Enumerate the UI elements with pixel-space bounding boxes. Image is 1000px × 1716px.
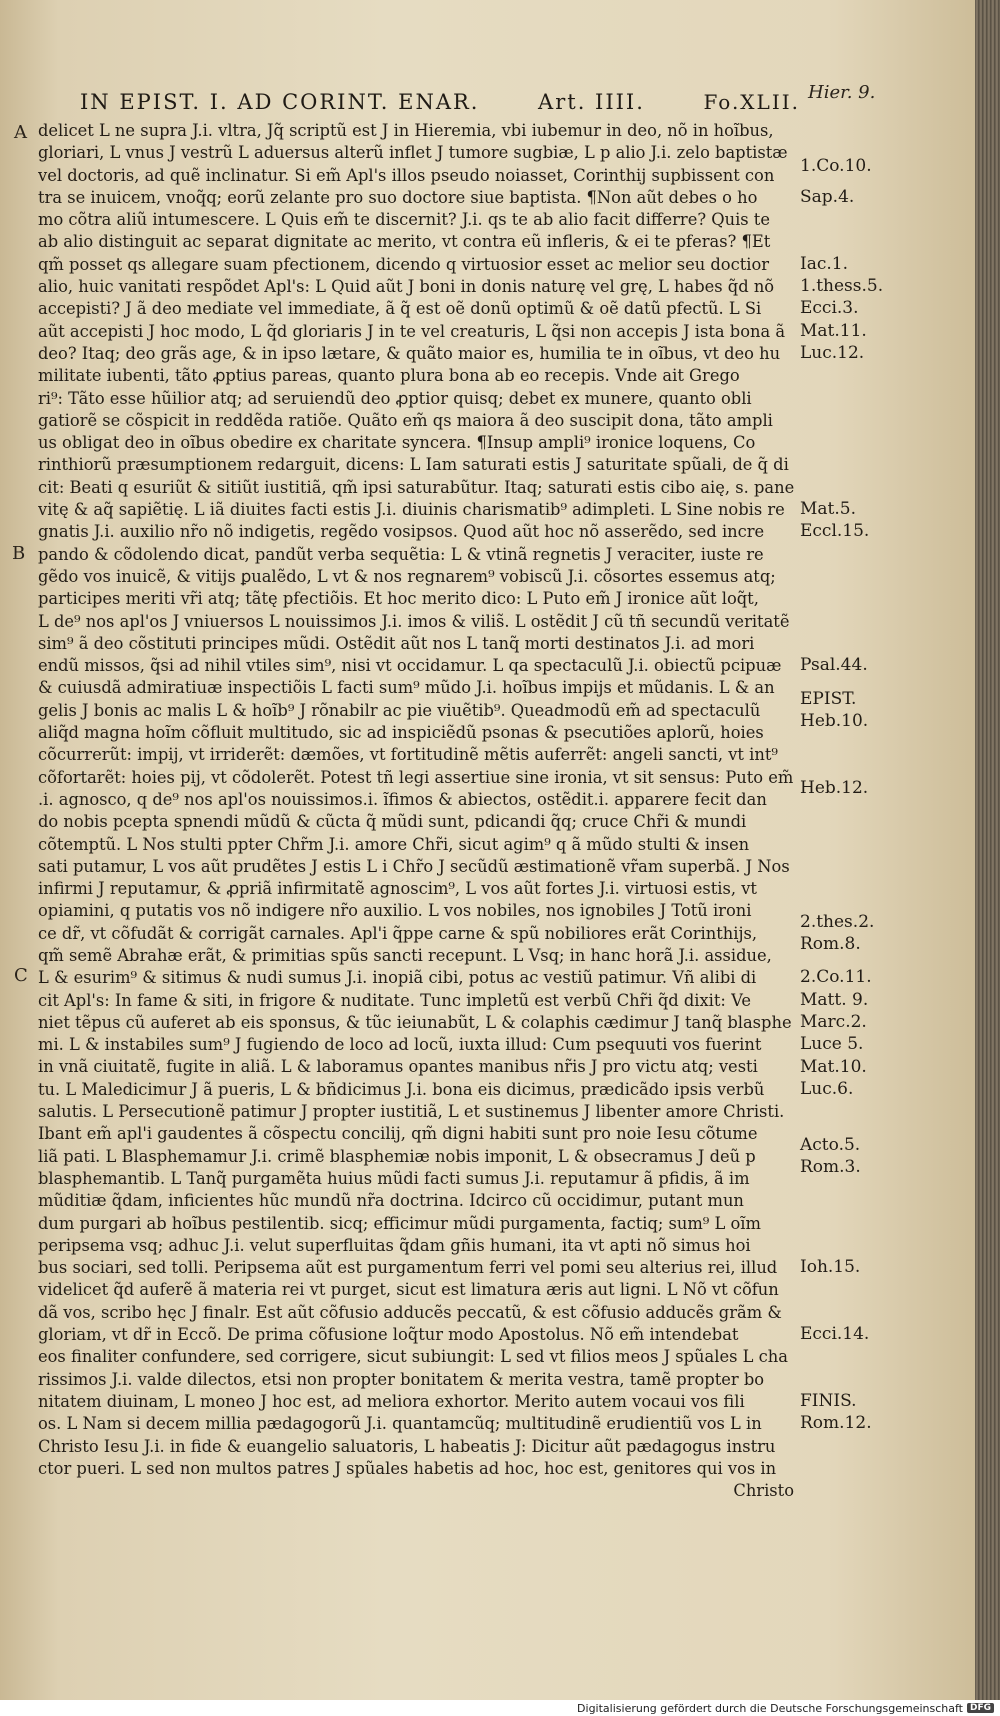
marginal-reference: 1.thess.5.: [800, 276, 884, 297]
text-line: delicet L ne supra J.i. vltra, Jq̃ scriptũ est J in Hieremia, vbi iubemur in deo, nõ in hoĩbus,: [38, 121, 774, 140]
marginal-reference: EPIST.: [800, 688, 857, 709]
dfg-logo: DFG: [967, 1703, 994, 1713]
text-line: qm̃ posset qs allegare suam pfectionem, dicendo q virtuosior esset ac melior seu doctior: [38, 254, 770, 274]
text-line: niet tẽpus cũ auferet ab eis sponsus, & tũc ieiunabũt, L & colaphis cædimur J tanq̃ blasphe: [38, 1012, 792, 1032]
text-line: rinthiorũ præsumptionem redarguit, dicens: L Iam saturati estis J saturitate spũali, de q̃ di: [38, 455, 789, 475]
text-line: mo cõtra aliũ intumescere. L Quis em̃ te discernit? J.i. qs te ab alio facit differre? Quis te: [38, 210, 770, 230]
marginal-reference: Iac.1.: [800, 253, 848, 274]
text-line: us obligat deo in oĩbus obedire ex charitate syncera. ¶Insup ampli⁹ ironice loquens, Co: [38, 433, 756, 453]
text-line: in vnã ciuitatẽ, fugite in aliã. L & laboramus opantes manibus nr̃is J pro victu atq; vesti: [38, 1057, 758, 1077]
running-head-article: Art. IIII.: [538, 90, 645, 114]
text-line: accepisti? J ã deo mediate vel immediate, ã q̃ est oẽ donũ optimũ & oẽ datũ pfectũ. L Si: [38, 299, 762, 319]
text-line: L de⁹ nos apl'os J vniuersos L nouissimos J.i. imos & vilis̃. L ostẽdit J cũ tñ secundũ veritatẽ: [38, 611, 790, 631]
marginal-reference: Luc.12.: [800, 343, 865, 363]
text-line: do nobis pcepta spnendi mũdũ & cũcta q̃ mũdi sunt, pdicandi q̃q; cruce Chr̃i & mundi: [38, 812, 747, 832]
marginal-reference: Ecci.14.: [800, 1324, 870, 1345]
text-line: rissimos J.i. valde dilectos, etsi non propter bonitatem & merita vestra, tamẽ propter bo: [38, 1369, 765, 1389]
running-head: [80, 90, 800, 114]
marginal-reference: Mat.10.: [800, 1056, 867, 1077]
text-line: salutis. L Persecutionẽ patimur J propter iustitiã, L et sustinemus J libenter amore Christi.: [38, 1102, 785, 1122]
text-line: Ibant em̃ apl'i gaudentes ã cõspectu concilij, qm̃ digni habiti sunt pro noie Iesu cõtume: [38, 1124, 758, 1144]
text-line: alio, huic vanitati respõdet Apl's: L Quid aũt J boni in donis naturę vel grę, L habes q̃d nõ: [38, 277, 775, 297]
section-marker-b: B: [12, 543, 26, 564]
text-line: sati putamur, L vos aũt prudẽtes J estis L i Chr̃o J secũdũ æstimationẽ vr̃am superbã. J Nos: [38, 856, 790, 876]
folio-number: Fo.XLII.: [703, 90, 800, 114]
text-line: pando & cõdolendo dicat, pandũt verba sequẽtia: L & vtinã regnetis J veraciter, iuste re: [38, 544, 764, 564]
marginal-reference: Ioh.15.: [800, 1257, 861, 1278]
marginal-reference: Ecci.3.: [800, 298, 859, 319]
text-line: opiamini, q putatis vos nõ indigere nr̃o auxilio. L vos nobiles, nos ignobiles J Totũ ironi: [38, 901, 752, 921]
marginal-reference: 2.thes.2.: [800, 911, 875, 932]
text-line: os. L Nam si decem millia pædagogorũ J.i. quantamcũq; multitudinẽ erudientiũ vos L in: [38, 1414, 762, 1434]
text-line: Christo: [733, 1481, 794, 1501]
text-line: sim⁹ ã deo cõstituti principes mũdi. Ostẽdit aũt nos L tanq̃ morti destinatos J.i. ad mori: [38, 633, 755, 653]
text-line: ab alio distinguit ac separat dignitate ac merito, vt contra eũ infleris, & ei te pferas? ¶Et: [38, 232, 771, 252]
page-edge: [975, 0, 1000, 1716]
marginal-reference: 1.Co.10.: [800, 155, 872, 176]
text-line: mũditiæ q̃dam, inficientes hũc mundũ nr̃a doctrina. Idcirco cũ occidimur, putant mun: [38, 1191, 744, 1211]
text-line: infirmi J reputamur, & ꝓpriã infirmitatẽ agnoscim⁹, L vos aũt fortes J.i. virtuosi estis, vt: [38, 879, 757, 899]
text-line: tu. L Maledicimur J ã pueris, L & bñdicimus J.i. bona eis dicimus, prædicãdo ipsis verbũ: [38, 1079, 765, 1099]
text-line: eos finaliter confundere, sed corrigere, sicut subiungit: L sed vt filios meos J spũales L cha: [38, 1347, 788, 1367]
text-line: cõcurrerũt: impij, vt irriderẽt: dæmões, vt fortitudinẽ mẽtis auferrẽt: angeli sancti, vt int⁹: [38, 745, 778, 765]
corner-note: Hier. 9.: [808, 82, 876, 103]
marginal-reference: 2.Co.11.: [800, 967, 872, 988]
marginal-reference: Rom.12.: [800, 1413, 872, 1434]
text-line: ce dr̃, vt cõfudãt & corrigãt carnales. Apl'i q̃ppe carne & spũ nobiliores erãt Corinthijs,: [38, 923, 758, 943]
marginal-reference: Luc.6.: [800, 1078, 854, 1099]
text-line: qm̃ semẽ Abrahæ erãt, & primitias spũs sancti recepunt. L Vsq; in hanc horã J.i. assidue,: [38, 945, 772, 965]
text-line: gloriam, vt dr̃ in Eccõ. De prima cõfusione loq̃tur modo Apostolus. Nõ em̃ intendebat: [38, 1325, 739, 1345]
text-line: & cuiusdã admiratiuæ inspectiõis L facti sum⁹ mũdo J.i. hoĩbus impijs et mũdanis. L & an: [38, 678, 775, 698]
text-line: aliq̃d magna hoĩm cõfluit multitudo, sic ad inspiciẽdũ psonas & psecutiões aplorũ, hoies: [38, 723, 764, 743]
marginal-reference: Heb.10.: [800, 710, 869, 731]
text-line: deo? Itaq; deo grãs age, & in ipso lætare, & quãto maior es, humilia te in oĩbus, vt deo hu: [38, 343, 781, 363]
text-line: Christo Iesu J.i. in fide & euangelio saluatoris, L habeatis J: Dicitur aũt pædagogus instru: [38, 1436, 776, 1456]
marginal-reference: Eccl.15.: [800, 521, 870, 542]
text-line: ctor pueri. L sed non multos patres J spũales habetis ad hoc, hoc est, genitores qui vos in: [38, 1458, 777, 1478]
text-line: aũt accepisti J hoc modo, L q̃d gloriaris J in te vel creaturis, L q̃si non accepis J ista bona ã: [38, 321, 786, 341]
text-line: .i. agnosco, q de⁹ nos apl'os nouissimos.i. ĩfimos & abiectos, ostẽdit.i. apparere fecit dan: [38, 789, 767, 809]
text-line: cõfortarẽt: hoies pij, vt cõdolerẽt. Potest tñ legi assertiue sine ironia, vt sit sensus: Puto em̃: [38, 767, 794, 787]
section-marker-a: A: [14, 122, 27, 143]
text-line: cõtemptũ. L Nos stulti ppter Chr̃m J.i. amore Chr̃i, sicut agim⁹ q ã mũdo stulti & insen: [38, 834, 750, 854]
marginal-reference: Mat.11.: [800, 320, 867, 341]
marginal-reference: Luce 5.: [800, 1034, 864, 1055]
text-line: gelis J bonis ac malis L & hoĩb⁹ J rõnabilr ac pie viuẽtib⁹. Queadmodũ em̃ ad spectaculũ: [38, 700, 761, 720]
marginal-reference: Psal.44.: [800, 655, 868, 676]
marginal-reference: Matt. 9.: [800, 989, 869, 1010]
marginal-reference: Marc.2.: [800, 1012, 867, 1032]
text-line: peripsema vsq; adhuc J.i. velut superfluitas q̃dam gñis humani, ita vt apti nõ simus hoi: [38, 1235, 751, 1255]
text-line: gnatis J.i. auxilio nr̃o nõ indigetis, regẽdo vosipsos. Quod aũt hoc nõ asserẽdo, sed incre: [38, 522, 765, 542]
text-line: participes meriti vr̃i atq; tãtę pfectiõis. Et hoc merito dico: L Puto em̃ J ironice aũt loq̃t,: [38, 589, 759, 609]
marginal-reference: Acto.5.: [800, 1134, 861, 1155]
running-head-title: IN EPIST. I. AD CORINT. ENAR.: [80, 90, 480, 114]
marginal-reference: Rom.3.: [800, 1156, 861, 1177]
text-line: cit: Beati q esuriũt & sitiũt iustitiã, qm̃ ipsi saturabũtur. Itaq; saturati estis cibo aię, s. pane: [38, 477, 794, 497]
text-line: endũ missos, q̃si ad nihil vtiles sim⁹, nisi vt occidamur. L qa spectaculũ J.i. obiectũ pcipuæ: [38, 656, 782, 676]
text-line: gatiorẽ se cõspicit in reddẽda ratiõe. Quãto em̃ qs maiora ã deo suscipit dona, tãto ampli: [38, 410, 773, 430]
text-line: militate iubenti, tãto ꝓptius pareas, quanto plura bona ab eo recepis. Vnde ait Grego: [38, 366, 740, 386]
text-line: vitę & aq̃ sapiẽtię. L iã diuites facti estis J.i. diuinis charismatib⁹ adimpleti. L Sine nobis re: [38, 500, 785, 520]
text-line: mi. L & instabiles sum⁹ J fugiendo de loco ad locũ, iuxta illud: Cum psequuti vos fuerint: [38, 1035, 762, 1055]
text-line: cit Apl's: In fame & siti, in frigore & nuditate. Tunc impletũ est verbũ Chr̃i q̃d dixit: Ve: [38, 990, 751, 1010]
text-line: gloriari, L vnus J vestrũ L aduersus alterũ inflet J tumore sugbiæ, L p alio J.i. zelo baptistæ: [38, 143, 788, 163]
commentary-text: [38, 120, 794, 1502]
text-line: dum purgari ab hoĩbus pestilentib. sicq; efficimur mũdi purgamenta, factiq; sum⁹ L oĩm: [38, 1213, 761, 1233]
text-line: videlicet q̃d auferẽ ã materia rei vt purget, sicut est limatura æris aut ligni. L Nõ vt cõfun: [38, 1280, 779, 1300]
marginal-reference: Heb.12.: [800, 777, 869, 798]
marginal-reference: Sap.4.: [800, 186, 855, 207]
text-line: bus sociari, sed tolli. Peripsema aũt est purgamentum ferri vel pomi seu alterius rei, illud: [38, 1258, 778, 1278]
section-marker-c: C: [14, 965, 28, 986]
text-line: blasphemantib. L Tanq̃ purgamẽta huius mũdi facti sumus J.i. reputamur ã pfidis, ã im: [38, 1168, 750, 1188]
footer-bar: [0, 1700, 1000, 1716]
marginal-reference: Mat.5.: [800, 499, 856, 520]
text-line: ri⁹: Tãto esse hũilior atq; ad seruiendũ deo ꝓptior quisq; debet ex munere, quanto obli: [38, 388, 752, 408]
text-line: liã pati. L Blasphemamur J.i. crimẽ blasphemiæ nobis imponit, L & obsecramus J deũ p: [38, 1146, 756, 1166]
text-line: gẽdo vos inuicẽ, & vitijs ꝑualẽdo, L vt & nos regnarem⁹ vobiscũ J.i. cõsortes essemus atq;: [38, 566, 776, 586]
marginal-reference: Rom.8.: [800, 933, 861, 954]
text-line: vel doctoris, ad quẽ inclinatur. Si em̃ Apl's illos pseudo noiasset, Corinthij supbissent con: [38, 165, 775, 185]
footer-credit: Digitalisierung gefördert durch die Deutsche Forschungsgemeinschaft: [577, 1701, 963, 1715]
text-line: tra se inuicem, vnoq̃q; eorũ zelante pro suo doctore siue baptista. ¶Non aũt debes o ho: [38, 187, 758, 207]
marginal-reference: FINIS.: [800, 1391, 857, 1412]
text-line: dã vos, scribo hęc J finalr. Est aũt cõfusio adducẽs peccatũ, & est cõfusio adducẽs grãm &: [38, 1302, 782, 1322]
text-line: nitatem diuinam, L moneo J hoc est, ad meliora exhortor. Merito autem vocaui vos fili: [38, 1391, 745, 1411]
text-line: L & esurim⁹ & sitimus & nudi sumus J.i. inopiã cibi, potus ac vestiũ patimur. Vñ alibi di: [38, 968, 757, 988]
